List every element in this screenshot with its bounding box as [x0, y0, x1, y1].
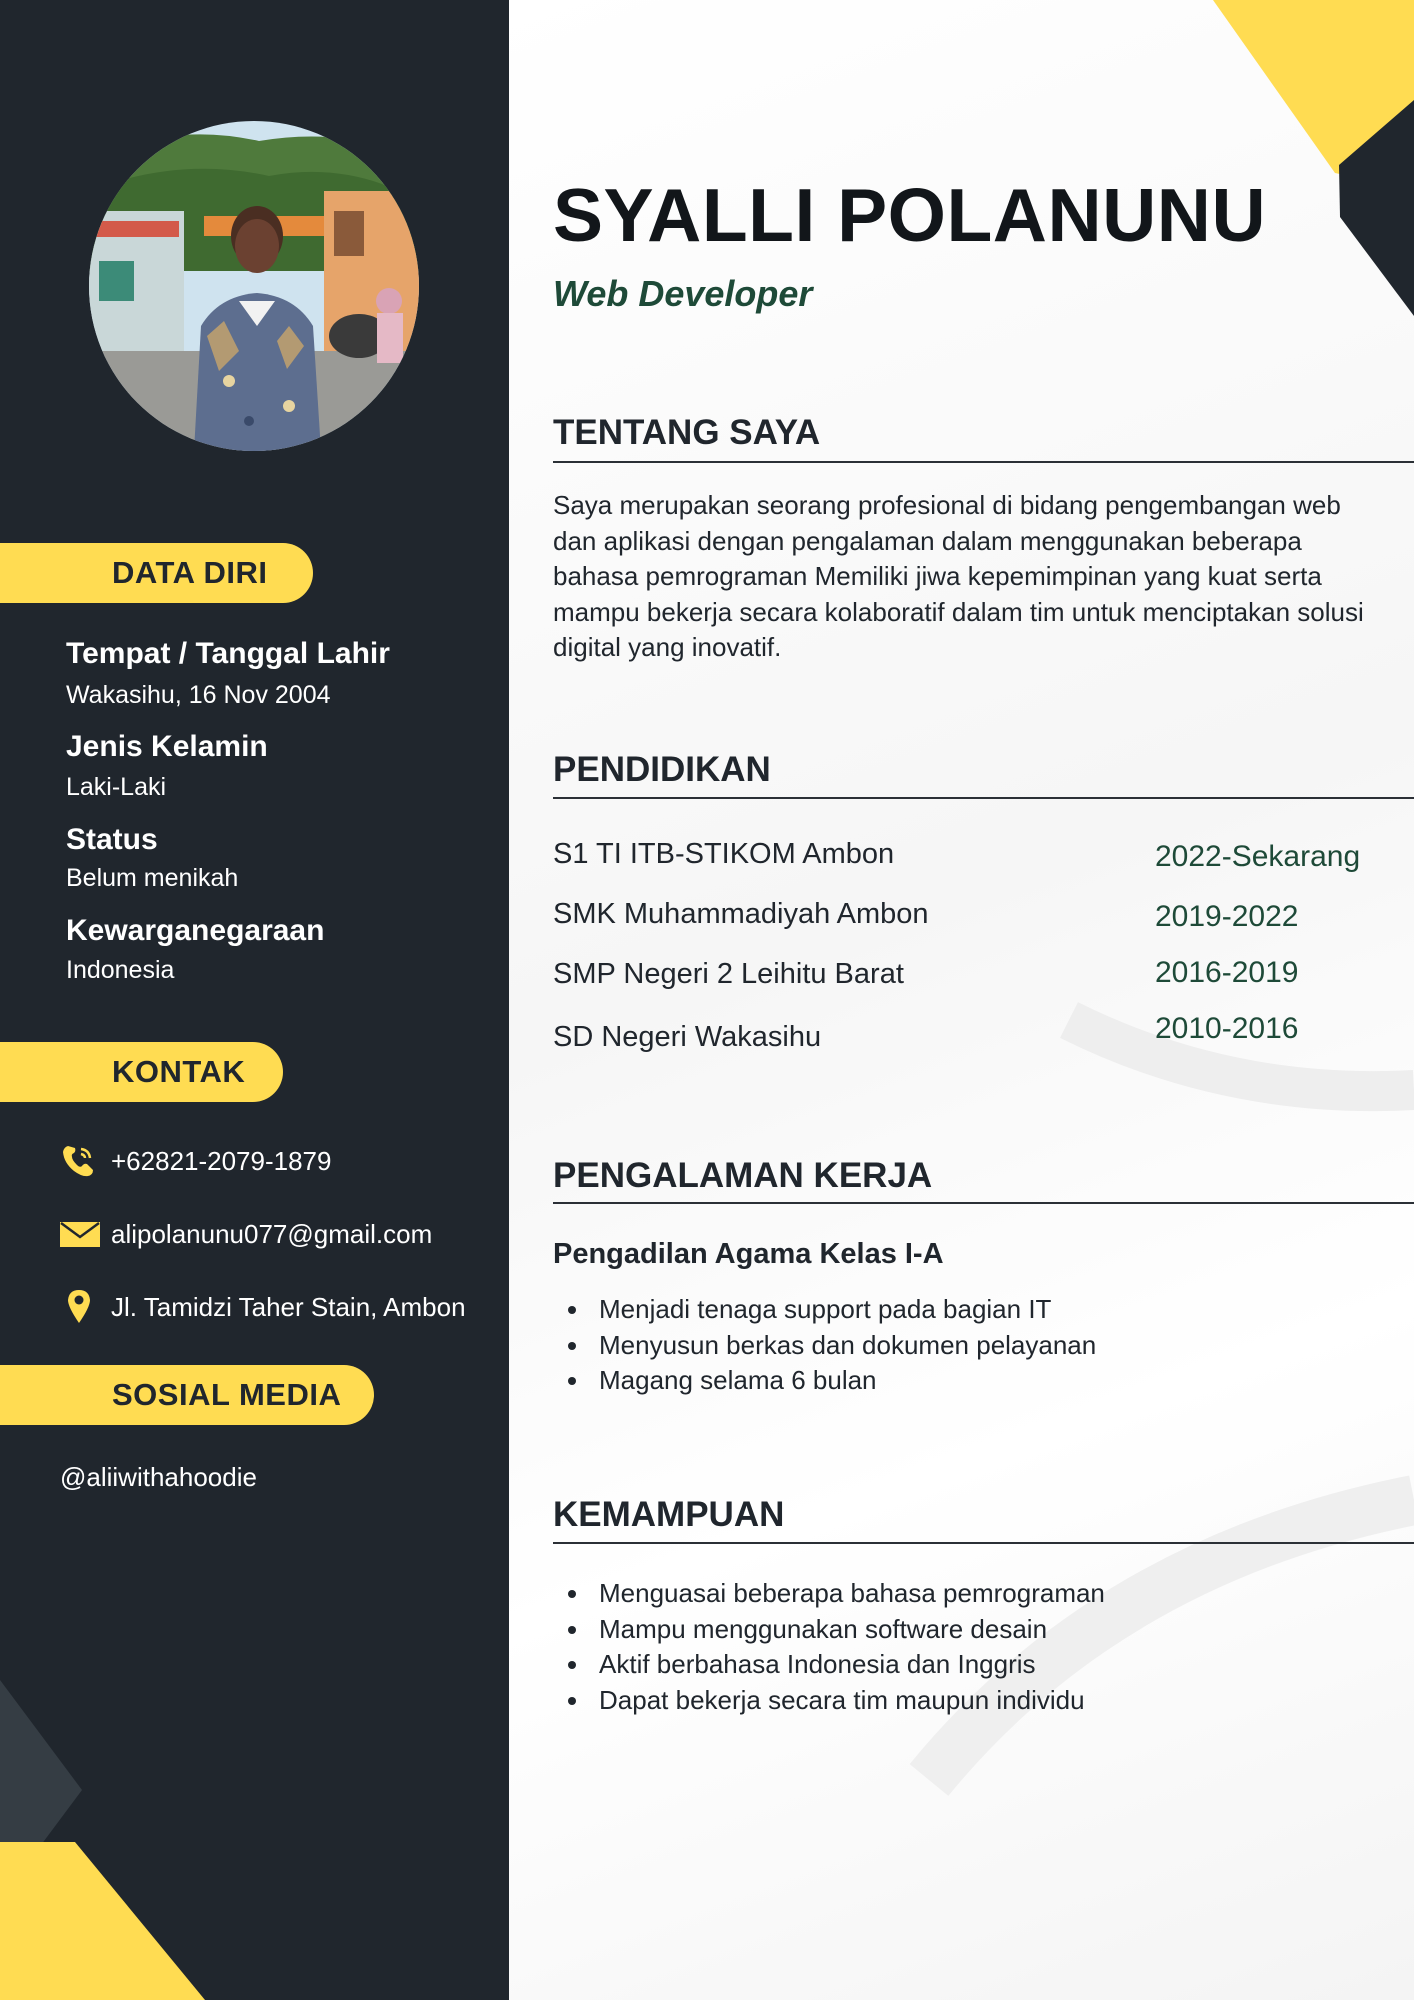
- sosial-heading: SOSIAL MEDIA: [112, 1377, 342, 1412]
- sidebar: [0, 0, 509, 2000]
- skills-list: [599, 1576, 1105, 1718]
- list-item: Mampu menggunakan software desain: [599, 1612, 1105, 1648]
- education-school: SMK Muhammadiyah Ambon: [553, 898, 929, 930]
- education-years: 2016-2019: [1155, 956, 1299, 989]
- about-heading: TENTANG SAYA: [553, 413, 821, 452]
- list-item: Menguasai beberapa bahasa pemrograman: [599, 1576, 1105, 1612]
- education-years: 2019-2022: [1155, 900, 1299, 933]
- phone-icon: [60, 1143, 96, 1179]
- experience-list: [599, 1292, 1096, 1399]
- social-handle[interactable]: @aliiwithahoodie: [60, 1462, 257, 1492]
- list-item: Dapat bekerja secara tim maupun individu: [599, 1683, 1105, 1719]
- experience-heading: PENGALAMAN KERJA: [553, 1156, 933, 1195]
- education-school: SD Negeri Wakasihu: [553, 1021, 822, 1053]
- education-divider: [553, 797, 1414, 799]
- list-item: Menyusun berkas dan dokumen pelayanan: [599, 1328, 1096, 1364]
- status-value: Belum menikah: [66, 864, 239, 892]
- list-item: Menjadi tenaga support pada bagian IT: [599, 1292, 1096, 1328]
- phone-text: +62821-2079-1879: [111, 1145, 332, 1176]
- company-name: Pengadilan Agama Kelas I-A: [553, 1238, 944, 1270]
- about-divider: [553, 461, 1414, 463]
- location-pin-icon: [60, 1289, 100, 1325]
- skills-divider: [553, 1542, 1414, 1544]
- data-diri-header: [0, 543, 313, 603]
- list-item: Magang selama 6 bulan: [599, 1363, 1096, 1399]
- experience-divider: [553, 1202, 1414, 1204]
- mail-icon: [60, 1220, 100, 1248]
- gender-value: Laki-Laki: [66, 773, 167, 801]
- birth-label: Tempat / Tanggal Lahir: [66, 637, 390, 670]
- address-text: Jl. Tamidzi Taher Stain, Ambon: [111, 1291, 466, 1322]
- education-years: 2022-Sekarang: [1155, 840, 1361, 873]
- contact-phone[interactable]: [60, 1143, 332, 1179]
- email-text: alipolanunu077@gmail.com: [111, 1218, 433, 1249]
- about-text: Saya merupakan seorang profesional di bidang pengembangan web dan aplikasi dengan pengalaman dalam menggunakan beberapa bahasa pemrograman Memiliki jiwa kepemimpinan yang kuat serta mampu bekerja secara kolaboratif dalam tim untuk menciptakan solusi digital yang inovatif.: [553, 490, 1364, 662]
- citizenship-label: Kewarganegaraan: [66, 914, 325, 947]
- status-label: Status: [66, 823, 158, 856]
- profile-photo: [89, 121, 419, 451]
- main-content: [509, 0, 1414, 2000]
- citizenship-value: Indonesia: [66, 956, 175, 984]
- job-role: Web Developer: [553, 273, 813, 314]
- skills-heading: KEMAMPUAN: [553, 1495, 785, 1534]
- list-item: Aktif berbahasa Indonesia dan Inggris: [599, 1647, 1105, 1683]
- education-years: 2010-2016: [1155, 1012, 1299, 1045]
- contact-address[interactable]: [60, 1289, 466, 1325]
- kontak-header: [0, 1042, 283, 1102]
- sosial-header: [0, 1365, 374, 1425]
- birth-value: Wakasihu, 16 Nov 2004: [66, 681, 331, 709]
- full-name: SYALLI POLANUNU: [553, 173, 1267, 257]
- education-school: SMP Negeri 2 Leihitu Barat: [553, 958, 904, 990]
- contact-email[interactable]: [60, 1216, 433, 1252]
- education-school: S1 TI ITB-STIKOM Ambon: [553, 838, 895, 870]
- gender-label: Jenis Kelamin: [66, 730, 268, 763]
- education-heading: PENDIDIKAN: [553, 750, 771, 789]
- kontak-heading: KONTAK: [112, 1054, 246, 1089]
- data-diri-heading: DATA DIRI: [112, 555, 268, 590]
